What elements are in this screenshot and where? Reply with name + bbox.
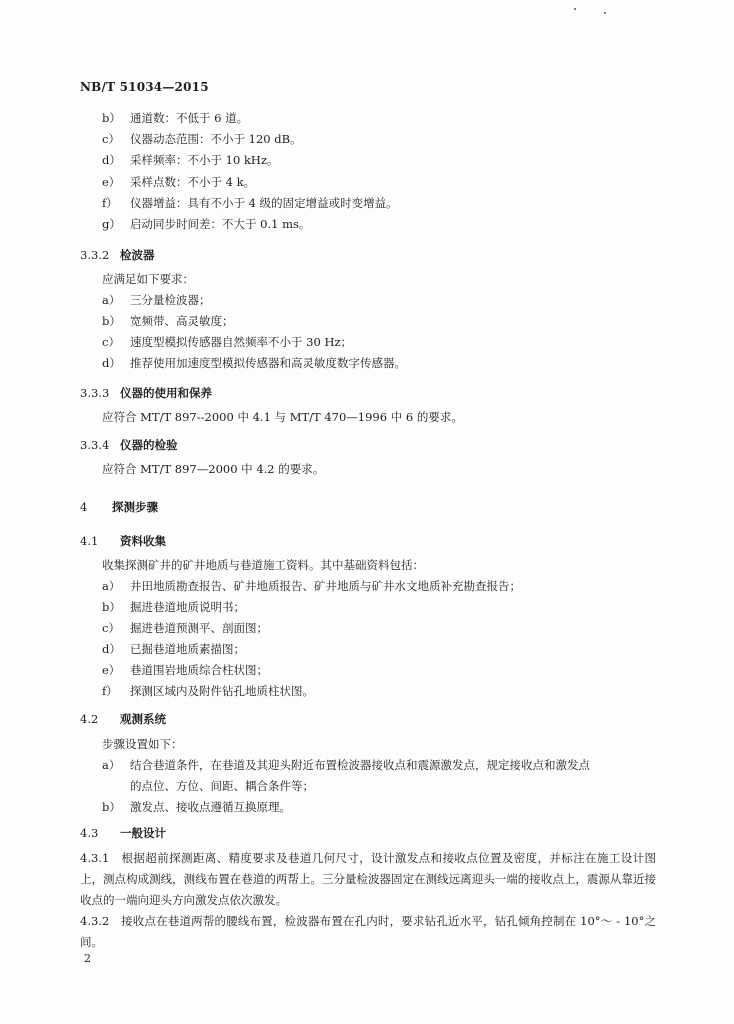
list-item: c） 掘进巷道预测平、剖面图； [102,621,268,635]
list-item: g） 启动同步时间差：不大于 0.1 ms。 [102,217,311,231]
list-item: e） 采样点数：不小于 4 k。 [102,175,256,189]
list-item: a） 井田地质勘查报告、矿井地质报告、矿井地质与矿井水文地质补充勘查报告； [102,579,521,593]
list-item: d） 采样频率：不小于 10 kHz。 [102,153,279,167]
section-heading: 4.2 观测系统 [80,712,166,726]
list-item: d） 已掘巷道地质素描图； [102,642,245,656]
paragraph-4-3-2: 4.3.2 接收点在巷道两帮的腰线布置，检波器布置在孔内时，要求钻孔近水平，钻孔倾角控制在 10°～ - 10°之间。 [80,914,656,949]
list-item: f） 仪器增益：具有不小于 4 级的固定增益或时变增益。 [102,196,398,210]
section-heading: 4.3 一般设计 [80,826,166,840]
list-item-continuation: 的点位、方位、间距、耦合条件等； [130,779,314,793]
list-item: b） 激发点、接收点遵循互换原理。 [102,800,291,814]
list-item: e） 巷道围岩地质综合柱状图； [102,663,268,677]
section-intro: 步骤设置如下： [102,737,183,751]
section-heading: 3.3.2 检波器 [80,248,155,262]
section-intro: 收集探测矿井的矿井地质与巷道施工资料。其中基础资料包括： [102,558,424,572]
list-item: a） 三分量检波器； [102,293,211,307]
scan-speck [574,8,576,10]
list-item: c） 速度型模拟传感器自然频率不小于 30 Hz； [102,335,353,349]
standard-code: NB/T 51034—2015 [80,80,209,94]
section-intro: 应满足如下要求： [102,272,194,286]
list-item: d） 推荐使用加速度型模拟传感器和高灵敏度数字传感器。 [102,356,406,370]
list-item: f） 探测区域内及附件钻孔地质柱状图。 [102,684,314,698]
list-item: c） 仪器动态范围：不小于 120 dB。 [102,132,302,146]
section-heading: 3.3.3 仪器的使用和保养 [80,386,212,400]
paragraph-4-3-1: 4.3.1 根据超前探测距离、精度要求及巷道几何尺寸，设计激发点和接收点位置及密度，并标注在施工设计图上，测点构成测线，测线布置在巷道的两帮上。三分量检波器固定在测线远离迎头一端的接收点上，震源从靠近接收点的一端向迎头方向激发点依次激发。 [80,851,656,907]
list-item: b） 通道数：不低于 6 道。 [102,111,249,125]
list-item: a） 结合巷道条件，在巷道及其迎头附近布置检波器接收点和震源激发点，规定接收点和激发点 [102,758,590,772]
section-heading: 4.1 资料收集 [80,534,166,548]
scan-speck [604,12,606,14]
page-number: 2 [84,952,91,965]
section-text: 应符合 MT/T 897--2000 中 4.1 与 MT/T 470—1996 中 6 的要求。 [102,410,463,424]
section-text: 应符合 MT/T 897—2000 中 4.2 的要求。 [102,462,325,476]
chapter-heading: 4 探测步骤 [80,500,158,514]
section-heading: 3.3.4 仪器的检验 [80,438,178,452]
list-item: b） 宽频带、高灵敏度； [102,314,234,328]
list-item: b） 掘进巷道地质说明书； [102,600,245,614]
